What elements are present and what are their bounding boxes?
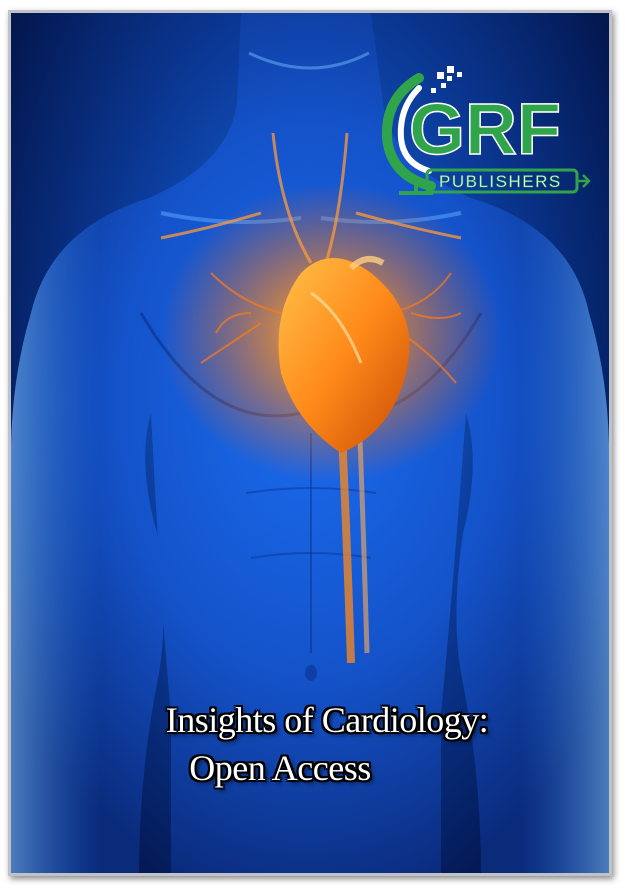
- journal-title-line-1: Insights of Cardiology:: [165, 700, 489, 740]
- publisher-logo: [371, 58, 596, 208]
- logo-letters: GRF: [409, 90, 561, 170]
- pixel-dots-icon: [431, 66, 462, 93]
- logo-subtitle: PUBLISHERS: [439, 172, 562, 191]
- journal-cover: [11, 13, 609, 873]
- journal-title-line-2: Open Access: [189, 748, 371, 788]
- journal-title: [11, 696, 609, 792]
